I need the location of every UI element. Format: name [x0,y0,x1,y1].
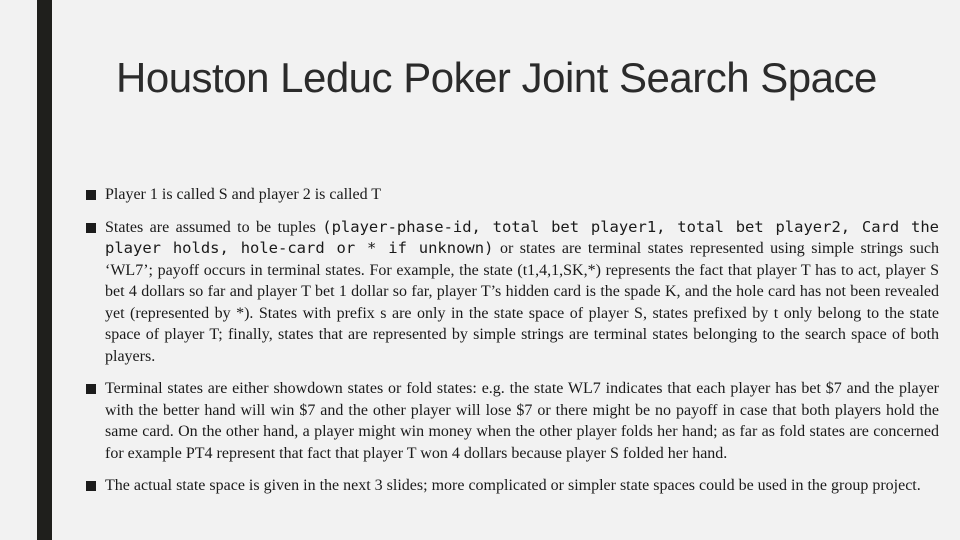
bullet-list [86,184,939,508]
bullet-text-start: States are assumed to be tuples [105,218,323,236]
bullet-item [86,475,939,497]
bullet-item [86,217,939,368]
bullet-text: Player 1 is called S and player 2 is called T [105,186,382,203]
square-bullet-icon [86,190,96,200]
slide-title: Houston Leduc Poker Joint Search Space [116,54,877,101]
bullet-text-rest: or states are terminal states represented using simple strings such ‘WL7’; payoff occurs in terminal states. For example, the state (t1,4,1,SK,*) represents the fact that player T has to act, player S bet 4 dollars so far and player T bet 1 dollar so far, player T’s hidden card is the spade K, and the hole card has not been revealed yet (represented by *). States with prefix s are only in the state space of player S, states prefixed by t only belong to the state space of player T; finally, states that are represented by simple strings are terminal states belonging to the search space of both players. [105,240,939,365]
square-bullet-icon [86,481,96,491]
square-bullet-icon [86,384,96,394]
square-bullet-icon [86,223,96,233]
bullet-item [86,378,939,464]
accent-side-bar [37,0,52,540]
bullet-text: The actual state space is given in the next 3 slides; more complicated or simpler state spaces could be used in the group project. [105,477,921,494]
tuple-definition: (player-phase-id, total bet player1, total bet player2, Card the player holds, hole-card or * if unknown) [105,217,939,257]
bullet-text: Terminal states are either showdown states or fold states: e.g. the state WL7 indicates that each player has bet $7 and the player with the better hand will win $7 and the other player will lose $7 or there might be no payoff in case that both players hold the same card. On the other hand, a player might win money when the other player folds her hand; as far as fold states are concerned for example PT4 represent that fact that player T won 4 dollars because player S folded her hand. [105,380,939,462]
bullet-item [86,184,939,206]
